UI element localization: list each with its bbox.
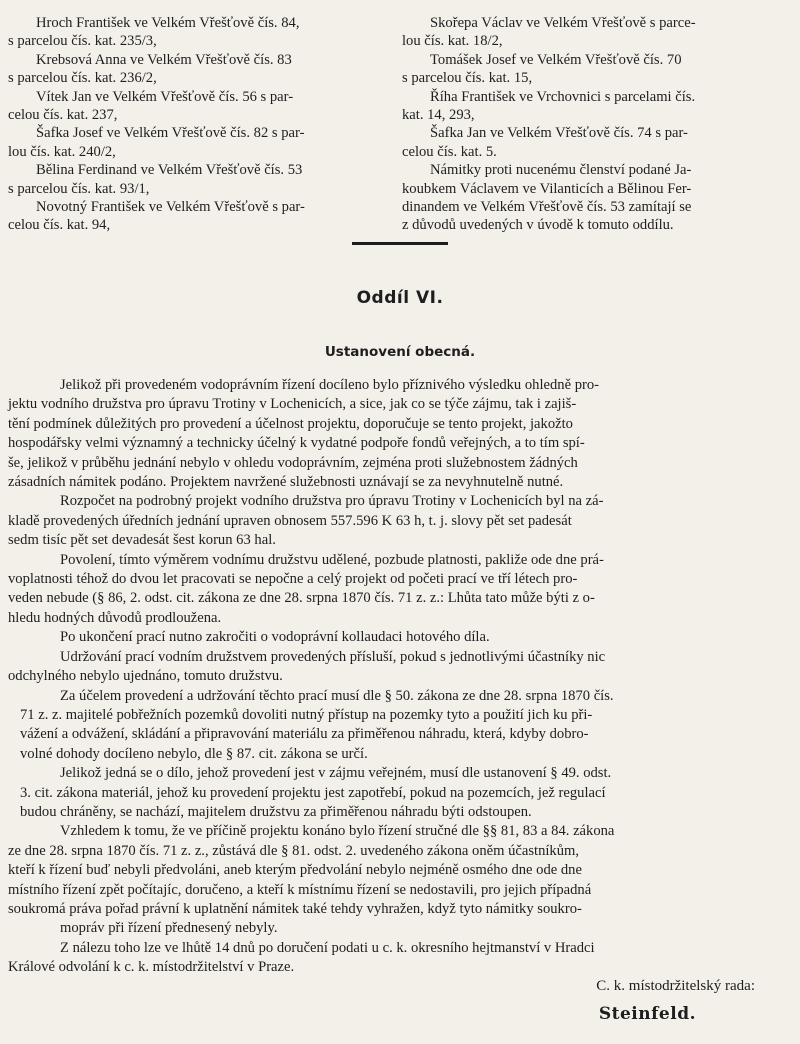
body-line: Z nálezu toho lze ve lhůtě 14 dnů po doručení podati u c. k. okresního hejtmanství v Hradci [60,939,595,956]
section-title: Oddíl VI. [356,288,444,308]
body-line: kteří k řízení buď nebyli předvoláni, aneb kterým předvolání nebylo nejméně osmého dne ode dne [8,862,582,879]
body-line: Jelikož při provedeném vodoprávním řízení docíleno bylo příznivého výsledku ohledně pro- [60,377,600,393]
closing-line: C. k. místodržitelský rada: [596,978,755,994]
left-column [8,14,388,235]
body-line: tění podmínek důležitých pro provedení a účelnost projektu, doporučuje se tento projekt, jakožto [8,415,573,432]
right-column [402,14,787,235]
body-line: 3. cit. zákona materiál, jehož ku provedení projektu jest zapotřebí, pokud na pozemcích, jež regulací [20,784,606,801]
right-column-line: s parcelou čís. kat. 15, [402,70,533,87]
right-column-line: kat. 14, 293, [402,107,475,124]
body-line: sedm tisíc pět set devadesát šest korun 63 hal. [8,532,276,549]
body-line: místního řízení zpět počítajíc, doručeno, a kteří k místnímu řízení se nedostavili, pro jejich případná [8,881,592,898]
left-column-line: s parcelou čís. kat. 235/3, [8,33,157,50]
body-line: hledu hodných důvodů prodloužena. [8,609,222,626]
body-line: Vzhledem k tomu, že ve příčině projektu konáno bylo řízení stručné dle §§ 81, 83 a 84. zákona [60,823,615,840]
body-line: vážení a odvážení, skládání a připravování materiálu za přiměřenou náhradu, která, kdyby dobro- [20,726,589,743]
body-line: Jelikož jedná se o dílo, jehož provedení jest v zájmu veřejném, musí dle ustanovení § 49. odst. [60,765,612,782]
left-column-line: Krebsová Anna ve Velkém Vřešťově čís. 83 [36,51,292,68]
section-divider [352,242,448,245]
left-column-line: celou čís. kat. 237, [8,107,118,124]
body-line: Po ukončení prací nutno zakročiti o vodoprávní kollaudaci hotového díla. [60,629,490,646]
body-line: veden nebude (§ 86, 2. odst. cit. zákona ze dne 28. srpna 1870 čís. 71 z. z.: Lhůta tato může býti z o- [8,590,595,607]
left-column-line: Bělina Ferdinand ve Velkém Vřešťově čís. 53 [36,162,303,179]
left-column-line: Hroch František ve Velkém Vřešťově čís. 84, [36,15,300,31]
body-line: budou chráněny, se nachází, majitelem družstvu za přiměřenou náhradu býti odstoupen. [20,803,532,820]
right-column-line: koubkem Václavem ve Vilanticích a Bělinou Fer- [402,180,692,197]
right-column-line: celou čís. kat. 5. [402,143,497,160]
right-column-line: z důvodů uvedených v úvodě k tomuto oddílu. [402,217,674,234]
left-column-line: Šafka Josef ve Velkém Vřešťově čís. 82 s par- [36,125,305,142]
right-column-line: Říha František ve Vrchovnici s parcelami čís. [430,88,696,105]
left-column-line: Novotný František ve Velkém Vřešťově s par- [36,199,305,216]
right-column-line: Skořepa Václav ve Velkém Vřešťově s parce- [430,15,696,31]
body-line: mopráv při řízení přednesený nebyly. [60,920,278,937]
right-column-line: dinandem ve Velkém Vřešťově čís. 53 zamítají se [402,199,692,216]
body-line: kladě provedených úředních jednání upraven obnosem 557.596 K 63 h, t. j. slovy pět set padesát [8,512,572,529]
section-subtitle: Ustanovení obecná. [324,344,476,360]
body-line: ze dne 28. srpna 1870 čís. 71 z. z., zůstává dle § 81. odst. 2. uvedeného zákona oněm účastníkům, [8,842,580,859]
body-line: soukromá práva pořad právní k uplatnění námitek také tehdy vyhražen, když tyto námitky soukro- [8,900,582,917]
body-line: volné dohody docíleno nebylo, dle § 87. cit. zákona se určí. [20,745,368,762]
right-column-line: lou čís. kat. 18/2, [402,33,503,50]
signature: Steinfeld. [598,1004,696,1024]
body-line: še, jelikož v průběhu jednání nebylo v ohledu vodoprávním, zejména proti služebnostem žádných [8,454,578,471]
body-line: jektu vodního družstva pro úpravu Trotiny v Lochenicích, a sice, jak co se týče zájmu, tak i zajiš- [8,396,577,413]
body-line: odchylného nebylo ujednáno, tomuto družstvu. [8,668,283,685]
body-line: hospodářsky velmi významný a technicky účelný k vydatné podpoře fondů veřejných, a to tím spí- [8,435,585,452]
left-column-line: s parcelou čís. kat. 236/2, [8,70,157,87]
left-column-line: lou čís. kat. 240/2, [8,143,116,160]
body-line: Povolení, tímto výměrem vodnímu družstvu udělené, pozbude platnosti, pakliže ode dne prá- [60,551,604,568]
body-text [8,376,773,978]
body-line: Králové odvolání k c. k. místodržitelství v Praze. [8,959,295,976]
left-column-line: Vítek Jan ve Velkém Vřešťově čís. 56 s par- [36,88,294,105]
body-line: Za účelem provedení a udržování těchto prací musí dle § 50. zákona ze dne 28. srpna 1870 čís. [60,687,614,704]
right-column-line: Námitky proti nucenému členství podané Ja- [430,162,692,179]
right-column-line: Šafka Jan ve Velkém Vřešťově čís. 74 s par- [430,125,688,142]
body-line: voplatnosti téhož do dvou let pracovati se nepočne a celý projekt od početi prací ve tří létech pro- [8,571,578,588]
body-line: Udržování prací vodním družstvem provedených přísluší, pokud s jednotlivými účastníky nic [60,648,606,665]
right-column-line: Tomášek Josef ve Velkém Vřešťově čís. 70 [430,51,682,68]
body-line: 71 z. z. majitelé pobřežních pozemků dovoliti nutný přístup na pozemky tyto a použití jich ku při- [20,706,593,723]
left-column-line: celou čís. kat. 94, [8,217,111,234]
left-column-line: s parcelou čís. kat. 93/1, [8,180,150,197]
body-line: Rozpočet na podrobný projekt vodního družstva pro úpravu Trotiny v Lochenicích byl na zá- [60,493,604,510]
body-line: zásadních námitek podáno. Projektem navržené služebnosti uznávají se za nevyhnutelně nutné. [8,474,564,491]
